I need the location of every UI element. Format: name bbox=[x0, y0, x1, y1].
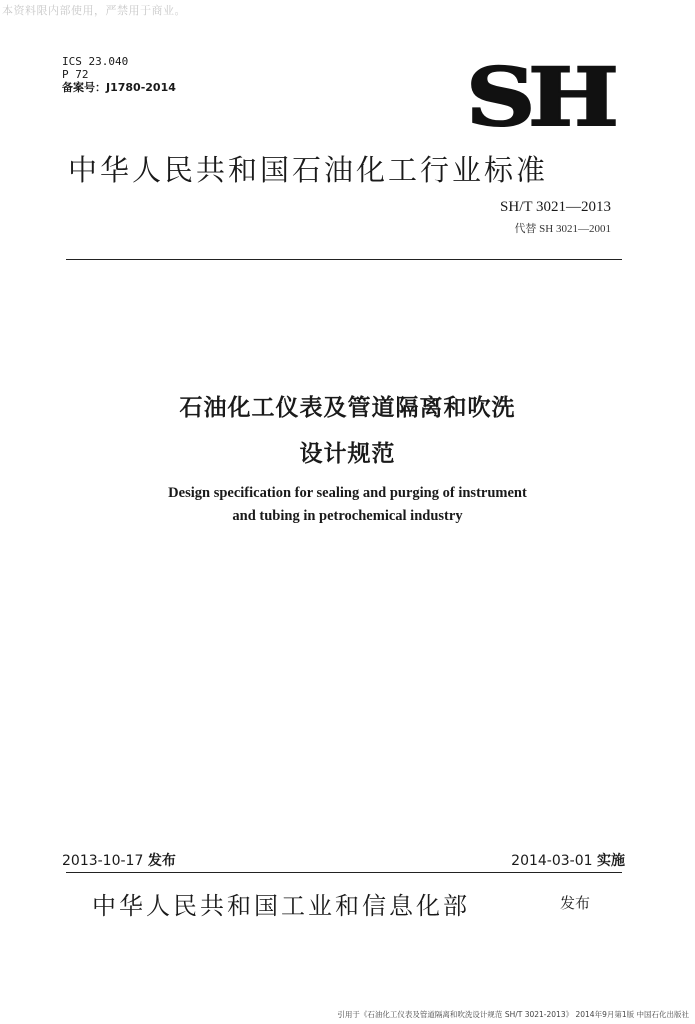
title-en-line2: and tubing in petrochemical industry bbox=[232, 508, 463, 524]
replaces-standard: 代替 SH 3021—2001 bbox=[514, 223, 611, 235]
bottom-divider bbox=[66, 872, 622, 873]
standard-number: SH/T 3021—2013 bbox=[500, 199, 611, 215]
publish-info bbox=[62, 850, 176, 870]
sh-logo: SH bbox=[466, 50, 612, 144]
issuing-ministry: 中华人民共和国工业和信息化部 bbox=[92, 892, 470, 920]
industry-standard-heading: 中华人民共和国石油化工行业标准 bbox=[68, 153, 549, 187]
effective-label: 实施 bbox=[597, 853, 625, 869]
top-divider bbox=[66, 259, 622, 260]
effective-info bbox=[511, 850, 625, 870]
publish-label: 发布 bbox=[147, 853, 176, 869]
effective-date: 2014-03-01 bbox=[511, 853, 593, 869]
record-number: 备案号：J1780-2014 bbox=[62, 81, 176, 94]
ics-code: ICS 23.040 bbox=[62, 55, 129, 68]
publish-date: 2013-10-17 bbox=[62, 853, 144, 869]
title-cn-line2: 设计规范 bbox=[299, 441, 396, 467]
title-cn-line1: 石油化工仪表及管道隔离和吹洗 bbox=[179, 395, 516, 421]
watermark-text: 本资料限内部使用，严禁用于商业。 bbox=[2, 4, 186, 17]
citation-footer: 引用于《石油化工仪表及管道隔离和吹洗设计规范 SH/T 3021-2013》 2014年9月第1版 中国石化出版社 bbox=[337, 1010, 689, 1019]
classification-code: P 72 bbox=[62, 68, 89, 81]
issue-label: 发布 bbox=[560, 894, 591, 912]
title-en-line1: Design specification for sealing and purging of instrument bbox=[168, 485, 527, 501]
